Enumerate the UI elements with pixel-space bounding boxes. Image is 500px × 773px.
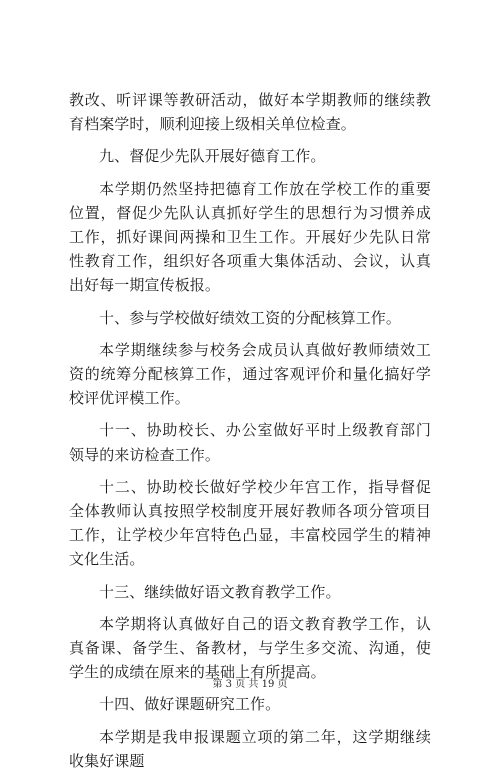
paragraph-research: 本学期是我申报课题立项的第二年，这学期继续收集好课题 [69,727,431,770]
heading-twelve-youth-palace: 十二、协助校长做好学校少年宫工作，指导督促全体教师认真按照学校制度开展好教师各项分管项目工作，让学校少年宫特色凸显，丰富校园学生的精神文化生活。 [69,477,431,569]
paragraph-continuation: 教改、听评课等教研活动，做好本学期教师的继续教育档案学时，顺利迎接上级相关单位检查。 [69,91,431,134]
heading-ten-performance-pay: 十、参与学校做好绩效工资的分配核算工作。 [99,308,402,327]
heading-nine-moral-education: 九、督促少先队开展好德育工作。 [99,147,326,166]
heading-fourteen-research: 十四、做好课题研究工作。 [99,695,281,714]
paragraph-moral-education: 本学期仍然坚持把德育工作放在学校工作的重要位置，督促少先队认真抓好学生的思想行为习惯养成工作，抓好课间两操和卫生工作。开展好少先队日常性教育工作，组织好各项重大集体活动、会议，认真出好每一期宣传板报。 [69,179,431,295]
paragraph-chinese-teaching: 本学期将认真做好自己的语文教育教学工作，认真备课、备学生、备教材，与学生多交流、沟通，使学生的成绩在原来的基础上有所提高。 [69,614,431,682]
paragraph-performance-pay: 本学期继续参与校务会成员认真做好教师绩效工资的统筹分配核算工作，通过客观评价和量化搞好学校评优评模工作。 [69,340,431,408]
heading-thirteen-chinese-teaching: 十三、继续做好语文教育教学工作。 [99,582,341,601]
document-body [69,88,431,773]
page-number-footer: 第 3 页 共 19 页 [212,679,288,690]
heading-eleven-inspection: 十一、协助校长、办公室做好平时上级教育部门领导的来访检查工作。 [69,421,431,464]
